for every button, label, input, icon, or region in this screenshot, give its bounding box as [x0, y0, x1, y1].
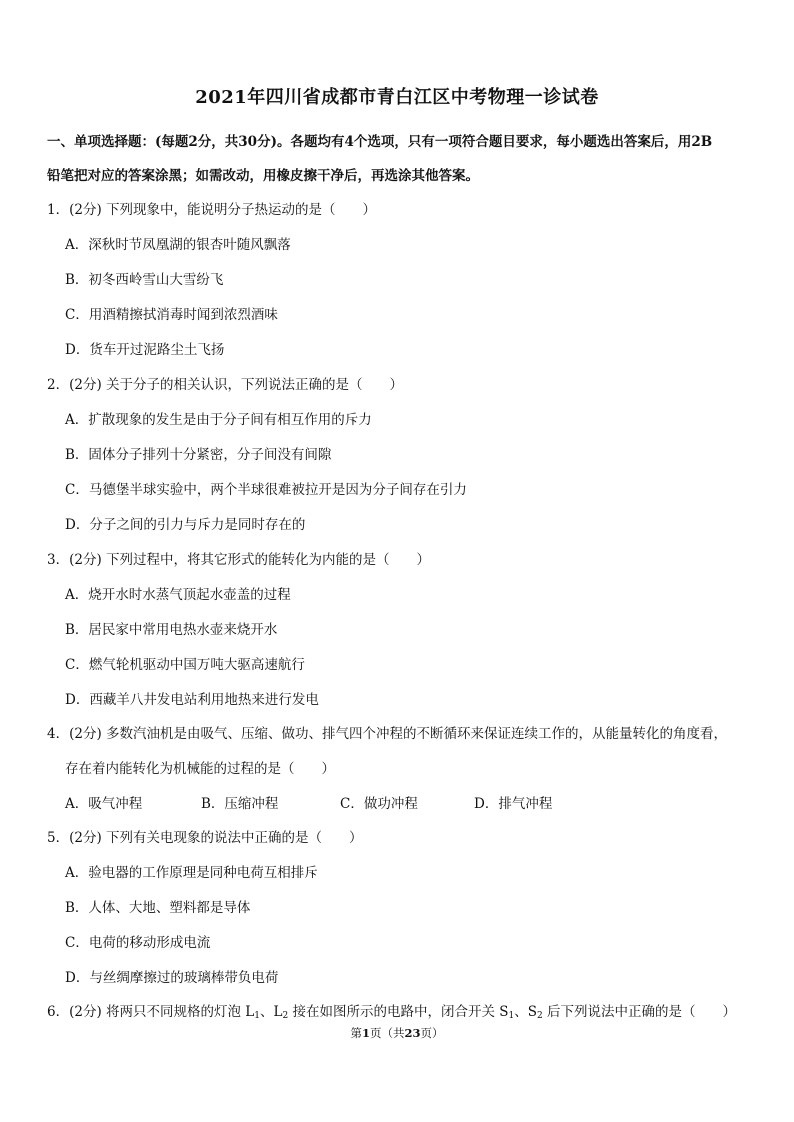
- question-1-stem: 1．(2分) 下列现象中，能说明分子热运动的是（ ）: [47, 202, 377, 218]
- footer-prefix: 第: [350, 1026, 362, 1040]
- question-2-option-a: A．扩散现象的发生是由于分子间有相互作用的斥力: [65, 412, 372, 428]
- question-2-option-d: D．分子之间的引力与斥力是同时存在的: [65, 517, 306, 533]
- question-5-option-a: A．验电器的工作原理是同种电荷互相排斥: [65, 865, 318, 881]
- footer-page-number: 1: [361, 1026, 370, 1040]
- page-footer: [0, 1025, 794, 1041]
- question-3-option-d: D．西藏羊八井发电站利用地热来进行发电: [65, 692, 319, 708]
- q6-sub-s2: 2: [537, 1011, 543, 1021]
- q6-text-d: 、S: [514, 1004, 538, 1020]
- question-1-option-c: C．用酒精擦拭消毒时闻到浓烈酒味: [65, 307, 278, 323]
- question-5-stem: 5．(2分) 下列有关电现象的说法中正确的是（ ）: [47, 830, 363, 846]
- question-3-stem: 3．(2分) 下列过程中，将其它形式的能转化为内能的是（ ）: [47, 552, 431, 568]
- section-instructions-line-2: 铅笔把对应的答案涂黑；如需改动，用橡皮擦干净后，再选涂其他答案。: [47, 168, 479, 184]
- footer-total-pages: 23: [404, 1026, 421, 1040]
- question-1-option-a: A．深秋时节凤凰湖的银杏叶随风飘落: [65, 237, 291, 253]
- question-5-option-d: D．与丝绸摩擦过的玻璃棒带负电荷: [65, 970, 279, 986]
- question-4-option-d: D．排气冲程: [474, 796, 553, 812]
- question-6-stem: [47, 1000, 736, 1020]
- q6-sub-l2: 2: [282, 1011, 289, 1021]
- question-2-option-b: B．固体分子排列十分紧密，分子间没有间隙: [65, 447, 332, 463]
- q6-text-e: 后下列说法中正确的是（ ）: [542, 1004, 737, 1020]
- q6-sub-l1: 1: [254, 1011, 260, 1021]
- question-2-option-c: C．马德堡半球实验中，两个半球很难被拉开是因为分子间存在引力: [65, 482, 467, 498]
- question-2-stem: 2．(2分) 关于分子的相关认识，下列说法正确的是（ ）: [47, 377, 404, 393]
- question-4-option-b: B．压缩冲程: [201, 796, 279, 812]
- question-1-option-b: B．初冬西岭雪山大雪纷飞: [65, 272, 224, 288]
- q6-sub-s1: 1: [508, 1011, 515, 1021]
- question-5-option-b: B．人体、大地、塑料都是导体: [65, 900, 251, 916]
- footer-middle: 页（共: [370, 1026, 405, 1040]
- question-1-option-d: D．货车开过泥路尘土飞扬: [65, 342, 225, 358]
- page-title: 2021年四川省成都市青白江区中考物理一诊试卷: [195, 87, 599, 108]
- question-3-option-a: A．烧开水时水蒸气顶起水壶盖的过程: [65, 587, 291, 603]
- q6-text-c: 接在如图所示的电路中，闭合开关 S: [288, 1004, 509, 1020]
- question-4-option-c: C．做功冲程: [340, 796, 418, 812]
- question-3-option-c: C．燃气轮机驱动中国万吨大驱高速航行: [65, 657, 305, 673]
- question-4-stem: 4．(2分) 多数汽油机是由吸气、压缩、做功、排气四个冲程的不断循环来保证连续工作的，从能量转化的角度看，: [47, 726, 728, 742]
- question-4-stem-continued: 存在着内能转化为机械能的过程的是（ ）: [65, 761, 335, 777]
- question-3-option-b: B．居民家中常用电热水壶来烧开水: [65, 622, 278, 638]
- q6-text-a: 6．(2分) 将两只不同规格的灯泡 L: [47, 1004, 255, 1020]
- question-5-option-c: C．电荷的移动形成电流: [65, 935, 211, 951]
- q6-text-b: 、L: [260, 1004, 283, 1020]
- footer-suffix: 页）: [420, 1026, 444, 1040]
- question-4-option-a: A．吸气冲程: [65, 796, 143, 812]
- section-instructions-line-1: 一、单项选择题：(每题2分，共30分)。各题均有4个选项，只有一项符合题目要求，每小题选出答案后，用2B: [47, 134, 713, 150]
